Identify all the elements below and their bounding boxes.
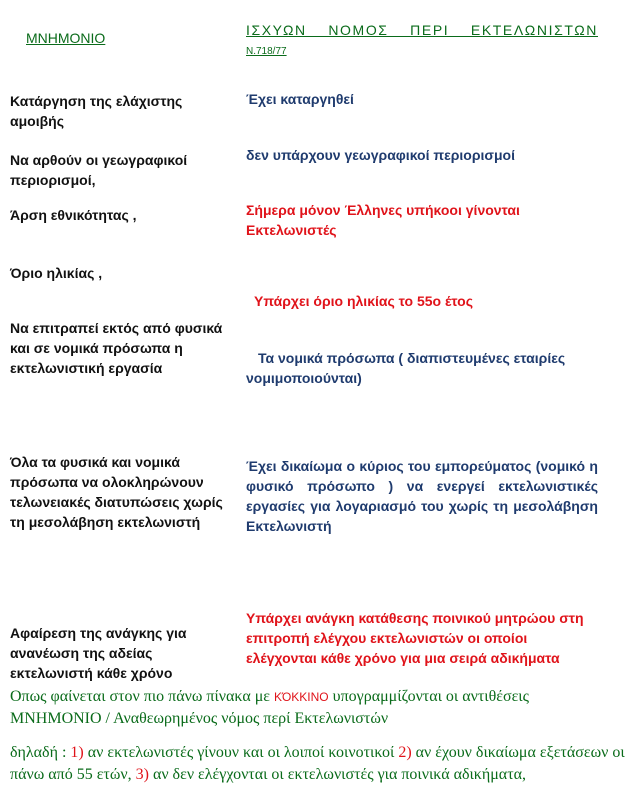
- footer-text: υπογραμμίζονται οι αντιθέσεις: [332, 688, 529, 705]
- row-value-license-renewal: Υπάρχει ανάγκη κατάθεσης ποινικού μητρώου στη επιτροπή ελέγχου εκτελωνιστών οι οποίοι ελέγχονται κάθε χρόνο για μια σειρά αδικήματα: [246, 610, 584, 666]
- footer-paragraph-2: [10, 742, 630, 786]
- red-keyword: ΚΌΚΚΙΝΟ: [274, 690, 329, 704]
- footer-text: ΜΝΗΜΟΝΙΟ / Αναθεωρημένος νόμος περί Εκτελωνιστών: [10, 710, 389, 727]
- row-label-customs-formalities: Όλα τα φυσικά και νομικά πρόσωπα να ολοκληρώνουν τελωνειακές διατυπώσεις χωρίς τη μεσολάβηση εκτελωνιστή: [10, 454, 223, 530]
- row-label-min-fee: Κατάργηση της ελάχιστης αμοιβής: [10, 93, 183, 129]
- row-value-customs-formalities: Έχει δικαίωμα ο κύριος του εμπορεύματος (νομικό η φυσικό πρόσωπο ) να ενεργεί εκτελωνιστικές εργασίες για λογαριασμό του χωρίς τη μεσολάβηση Εκτελωνιστή: [246, 458, 598, 534]
- row-value-age-limit: Υπάρχει όριο ηλικίας το 55ο έτος: [254, 293, 473, 309]
- footer-text: δηλαδή :: [10, 744, 67, 761]
- row-value-nationality: Σήμερα μόνον Έλληνες υπήκοοι γίνονται Εκτελωνιστές: [246, 202, 520, 238]
- right-column-title: ΙΣΧΥΩΝ ΝΟΜΟΣ ΠΕΡΙ ΕΚΤΕΛΩΝΙΣΤΩΝ: [246, 22, 598, 38]
- item-number: 1): [70, 744, 84, 761]
- left-column-title: ΜΝΗΜΟΝΙΟ: [26, 30, 106, 46]
- row-label-license-renewal: Αφαίρεση της ανάγκης για ανανέωση της αδείας εκτελωνιστή κάθε χρόνο: [10, 625, 187, 681]
- row-label-geo-limits: Να αρθούν οι γεωγραφικοί περιορισμοί,: [10, 152, 188, 188]
- footer-text: αν δεν ελέγχονται οι εκτελωνιστές για ποινικά αδικήματα,: [152, 766, 526, 783]
- row-label-legal-persons: Να επιτραπεί εκτός από φυσικά και σε νομικά πρόσωπα η εκτελωνιστική εργασία: [10, 320, 223, 376]
- footer-text: αν εκτελωνιστές γίνουν και οι λοιποί κοινοτικοί: [87, 744, 395, 761]
- item-number: 3): [135, 766, 149, 783]
- footer-text: Οπως φαίνεται στον πιο πάνω πίνακα με: [10, 688, 270, 705]
- row-value-legal-persons: Τα νομικά πρόσωπα ( διαπιστευμένες εταιρίες νομιμοποιούνται): [246, 350, 566, 386]
- row-value-geo-limits: δεν υπάρχουν γεωγραφικοί περιορισμοί: [246, 147, 515, 163]
- item-number: 2): [398, 744, 412, 761]
- row-label-age-limit: Όριο ηλικίας ,: [10, 265, 103, 281]
- row-label-nationality: Άρση εθνικότητας ,: [10, 207, 137, 223]
- footer-text: αν έχουν δικαίωμα εξετάσεων οι πάνω από 55 ετών,: [10, 744, 625, 783]
- footer-paragraph-1: [10, 686, 630, 730]
- row-value-min-fee: Έχει καταργηθεί: [246, 91, 354, 107]
- law-reference: Ν.718/77: [246, 46, 287, 57]
